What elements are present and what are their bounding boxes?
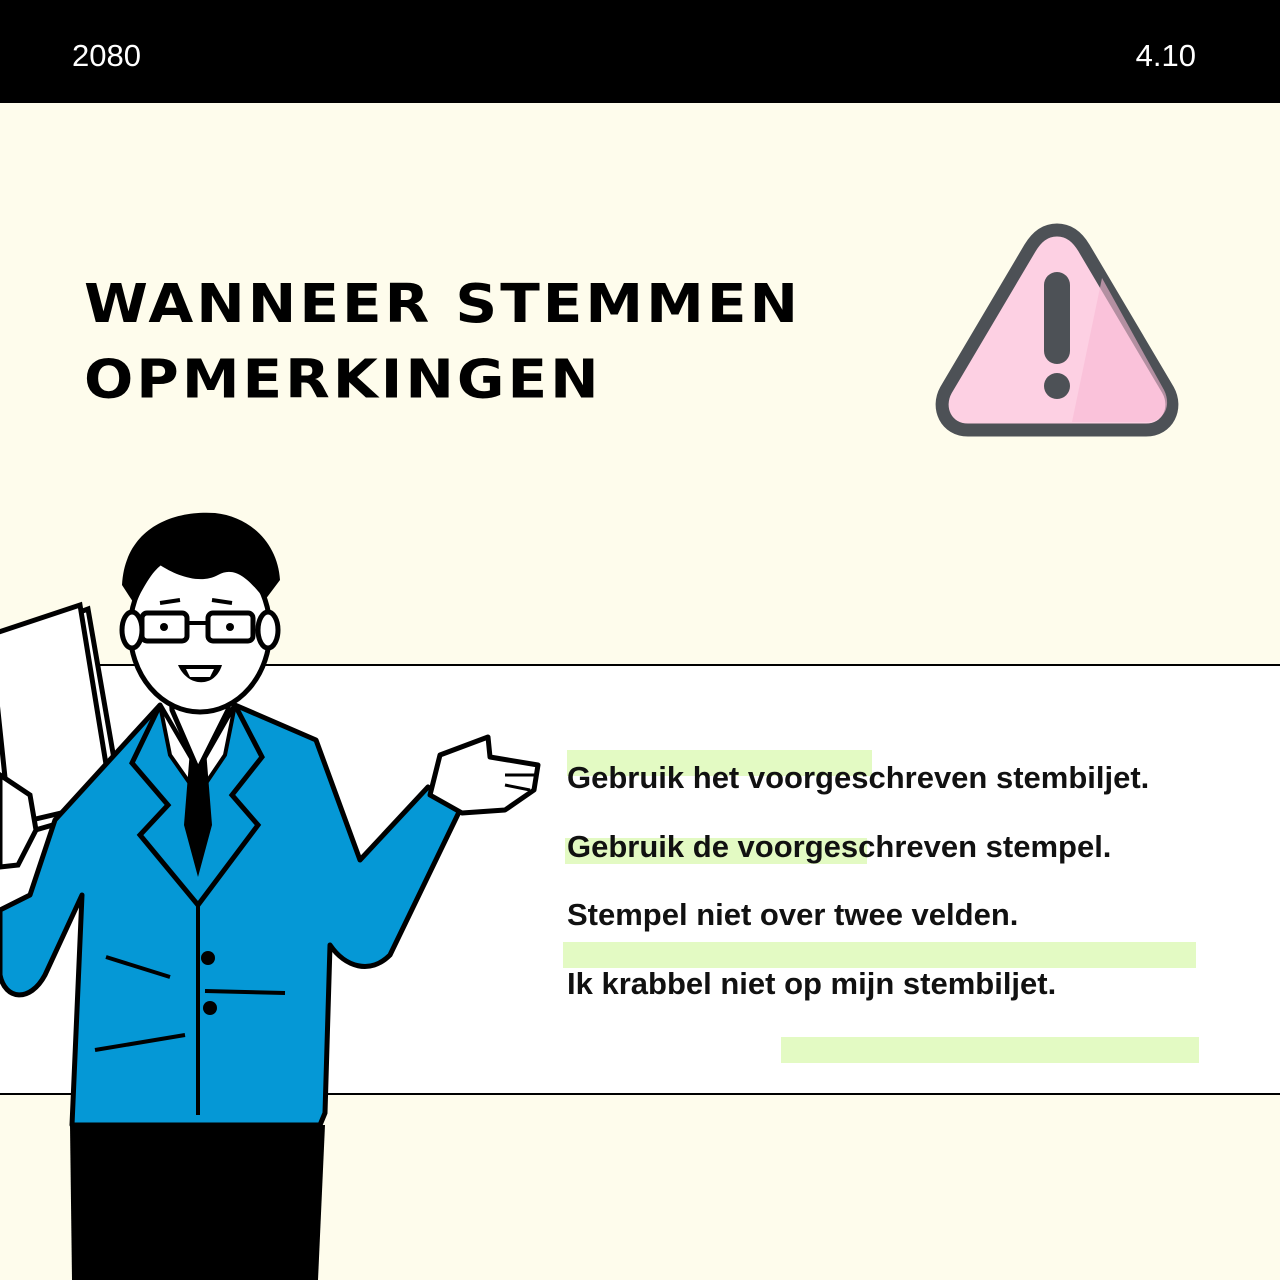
rule-item: Stempel niet over twee velden.	[567, 897, 1019, 932]
businessman-illustration	[0, 505, 560, 1280]
header-right-number: 4.10	[1135, 38, 1196, 73]
rule-item: Ik krabbel niet op mijn stembiljet.	[567, 966, 1057, 1001]
rule-item: Gebruik het voorgeschreven stembiljet.	[567, 760, 1150, 795]
page-title	[84, 266, 801, 417]
top-bar	[0, 0, 1280, 103]
highlight-bar	[781, 1037, 1199, 1063]
title-line-2: OPMERKINGEN	[84, 347, 602, 411]
title-line-1: WANNEER STEMMEN	[84, 272, 801, 335]
header-left-number: 2080	[72, 38, 141, 73]
warning-triangle-icon	[932, 218, 1182, 443]
highlight-bar	[563, 942, 1196, 968]
rule-item: Gebruik de voorgeschreven stempel.	[567, 829, 1112, 864]
